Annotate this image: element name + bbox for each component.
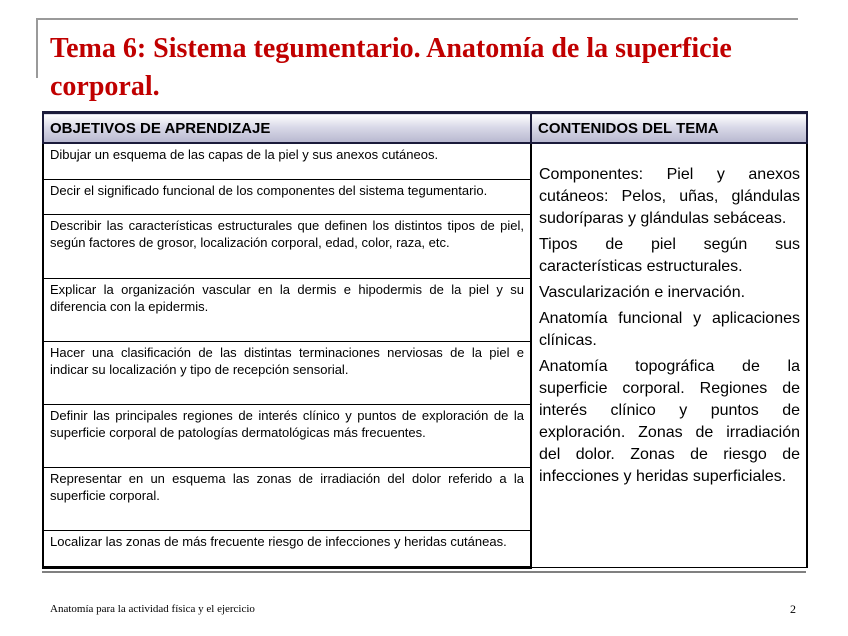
slide-title: Tema 6: Sistema tegumentario. Anatomía de la superficie corporal. xyxy=(50,33,732,102)
content-item: Vascularización e inervación. xyxy=(539,284,746,301)
objective-item: Representar en un esquema las zonas de irradiación del dolor referido a la superficie corporal. xyxy=(43,467,531,530)
table-row xyxy=(43,143,807,179)
content-item: Componentes: Piel y anexos cutáneos: Pelos, uñas, glándulas sudoríparas y glándulas sebáceas. xyxy=(539,166,800,227)
objectives-contents-table xyxy=(42,111,808,569)
footer-course-name: Anatomía para la actividad física y el ejercicio xyxy=(50,603,255,615)
header-contents: CONTENIDOS DEL TEMA xyxy=(531,113,807,144)
objective-item: Definir las principales regiones de interés clínico y puntos de exploración de la superficie corporal de patologías dermatológicas más frecuentes. xyxy=(43,404,531,467)
page-number: 2 xyxy=(790,602,796,616)
table-header-row xyxy=(43,113,807,144)
content-item: Anatomía funcional y aplicaciones clínicas. xyxy=(539,310,800,349)
objective-item: Explicar la organización vascular en la dermis e hipodermis de la piel y su diferencia con la epidermis. xyxy=(43,278,531,341)
content-item: Anatomía topográfica de la superficie corporal. Regiones de interés clínico y puntos de exploración. Zonas de irradiación del dolor. Zonas de riesgo de infecciones y heridas superficiales. xyxy=(539,358,800,485)
objective-item: Describir las características estructurales que definen los distintos tipos de piel, según factores de grosor, localización corporal, edad, color, raza, etc. xyxy=(43,215,531,278)
frame-top-line xyxy=(36,18,798,20)
objective-item: Hacer una clasificación de las distintas terminaciones nerviosas de la piel e indicar su localización y tipo de recepción sensorial. xyxy=(43,341,531,404)
content-item: Tipos de piel según sus características estructurales. xyxy=(539,236,800,275)
frame-left-line xyxy=(36,18,38,78)
contents-cell xyxy=(531,143,807,568)
bottom-rule xyxy=(42,571,806,573)
header-objectives: OBJETIVOS DE APRENDIZAJE xyxy=(43,113,531,144)
objective-item: Localizar las zonas de más frecuente riesgo de infecciones y heridas cutáneas. xyxy=(43,530,531,567)
objective-item: Dibujar un esquema de las capas de la piel y sus anexos cutáneos. xyxy=(43,143,531,179)
objective-item: Decir el significado funcional de los componentes del sistema tegumentario. xyxy=(43,179,531,215)
